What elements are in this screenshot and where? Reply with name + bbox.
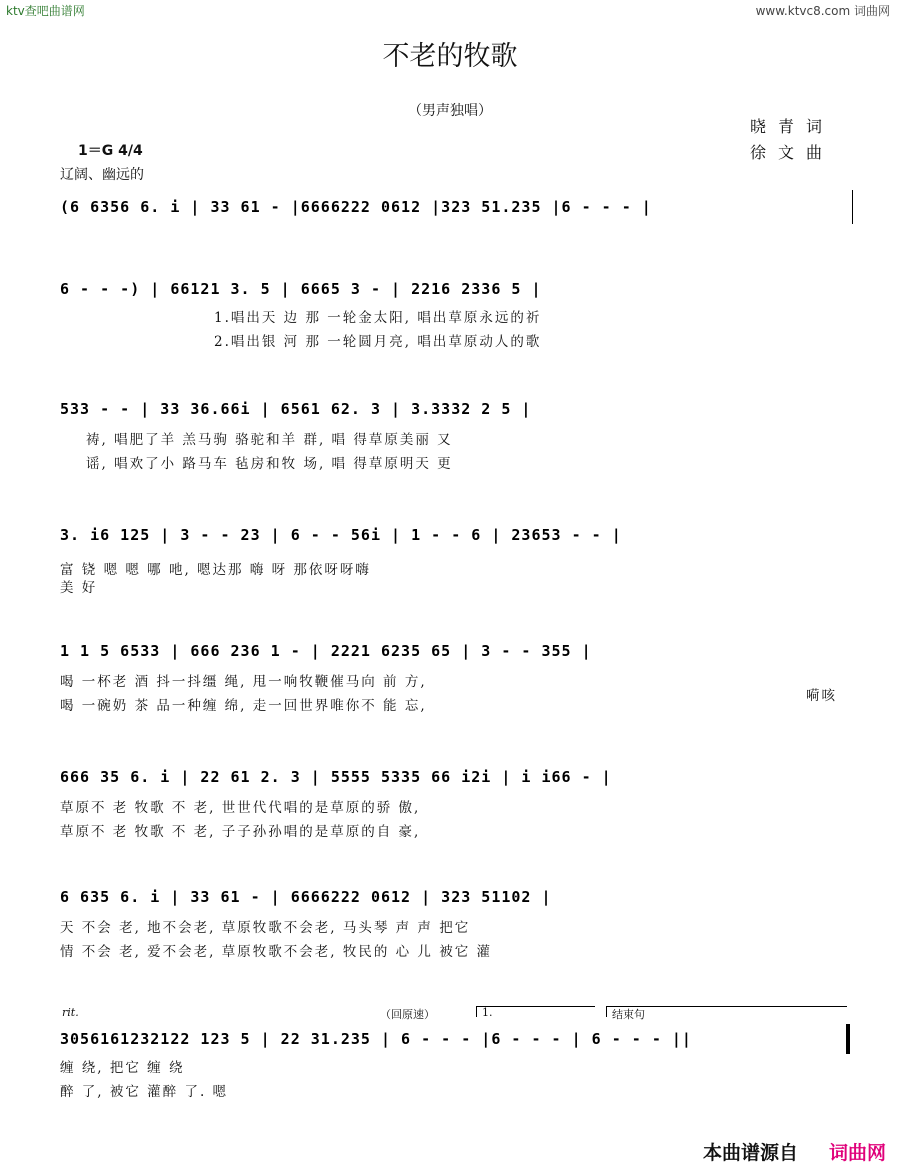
watermark-left: ktv查吧曲谱网 — [6, 4, 85, 18]
score-line-6-notes: 666 35 6. i | 22 61 2. 3 | 5555 5335 66 i2i | i i66 - | — [60, 768, 612, 786]
score-line-3-lyric-2: 谣, 唱欢了小 路马车 毡房和牧 场, 唱 得草原明天 更 — [86, 456, 453, 472]
composer: 徐文曲 — [750, 143, 835, 162]
score-line-4-lyric-1: 富 铙 嗯 嗯 哪 吔, 嗯达那 嗨 呀 那依呀呀嗨 — [60, 562, 371, 578]
score-line-3-notes: 533 - - | 33 36.66i | 6561 62. 3 | 3.3332 2 5 | — [60, 400, 532, 418]
score-line-7-notes: 6 635 6. i | 33 61 - | 6666222 0612 | 323 51102 | — [60, 888, 552, 906]
score-line-5-aside: 嗬咳 — [806, 688, 837, 704]
score-line-2-lyric-2: 2.唱出银 河 那 一轮圆月亮, 唱出草原动人的歌 — [214, 334, 542, 350]
score-line-1-notes: (6 6356 6. i | 33 61 - |6666222 0612 |323 51.235 |6 - - - | — [60, 198, 652, 216]
score-line-8-lyric-2: 醉 了, 被它 灌醉 了. 嗯 — [60, 1084, 229, 1100]
score-line-5-notes: 1 1 5 6533 | 666 236 1 - | 2221 6235 65 | 3 - - 355 | — [60, 642, 592, 660]
score-line-4-notes: 3. i6 125 | 3 - - 23 | 6 - - 56i | 1 - - 6 | 23653 - - | — [60, 526, 622, 544]
tempo-marking: 辽阔、幽远的 — [60, 167, 144, 183]
score-line-2-lyric-1: 1.唱出天 边 那 一轮金太阳, 唱出草原永远的祈 — [214, 310, 542, 326]
footer-site-name[interactable]: 词曲网 — [828, 1142, 886, 1164]
barline — [852, 190, 853, 224]
score-line-6-lyric-1: 草原不 老 牧歌 不 老, 世世代代唱的是草原的骄 傲, — [60, 800, 421, 816]
first-ending-bracket — [476, 1006, 595, 1017]
score-line-8-lyric-1: 缠 绕, 把它 缠 绕 — [60, 1060, 185, 1076]
first-ending-label: 1. — [482, 1006, 493, 1019]
coda-ending-label: 结束句 — [612, 1008, 645, 1021]
score-line-3-lyric-1: 祷, 唱肥了羊 羔马驹 骆驼和羊 群, 唱 得草原美丽 又 — [86, 432, 453, 448]
score-line-2-notes: 6 - - -) | 66121 3. 5 | 6665 3 - | 2216 2336 5 | — [60, 280, 542, 298]
key-signature: 1＝G 4/4 — [78, 143, 143, 159]
score-line-7-lyric-1: 天 不会 老, 地不会老, 草原牧歌不会老, 马头琴 声 声 把它 — [60, 920, 471, 936]
footer-source-label: 本曲谱源自 — [702, 1142, 798, 1164]
score-line-5-lyric-1: 喝 一杯老 酒 抖一抖缰 绳, 甩一响牧鞭催马向 前 方, — [60, 674, 427, 690]
page-title: 不老的牧歌 — [382, 41, 518, 72]
subtitle: （男声独唱） — [408, 103, 492, 119]
watermark-right: www.ktvc8.com 词曲网 — [755, 4, 890, 18]
score-line-8-notes: 3056161232122 123 5 | 22 31.235 | 6 - - - |6 - - - | 6 - - - || — [60, 1030, 692, 1048]
final-barline — [846, 1024, 850, 1054]
ritardando-marking: rit. — [62, 1006, 79, 1019]
score-line-4-lyric-2: 美 好 — [60, 580, 98, 596]
a-tempo-marking: （回原速） — [380, 1008, 435, 1021]
lyricist: 晓青词 — [750, 117, 835, 136]
score-line-6-lyric-2: 草原不 老 牧歌 不 老, 子子孙孙唱的是草原的自 豪, — [60, 824, 421, 840]
score-line-5-lyric-2: 喝 一碗奶 茶 品一种缠 绵, 走一回世界唯你不 能 忘, — [60, 698, 427, 714]
score-line-7-lyric-2: 情 不会 老, 爱不会老, 草原牧歌不会老, 牧民的 心 儿 被它 灌 — [60, 944, 492, 960]
